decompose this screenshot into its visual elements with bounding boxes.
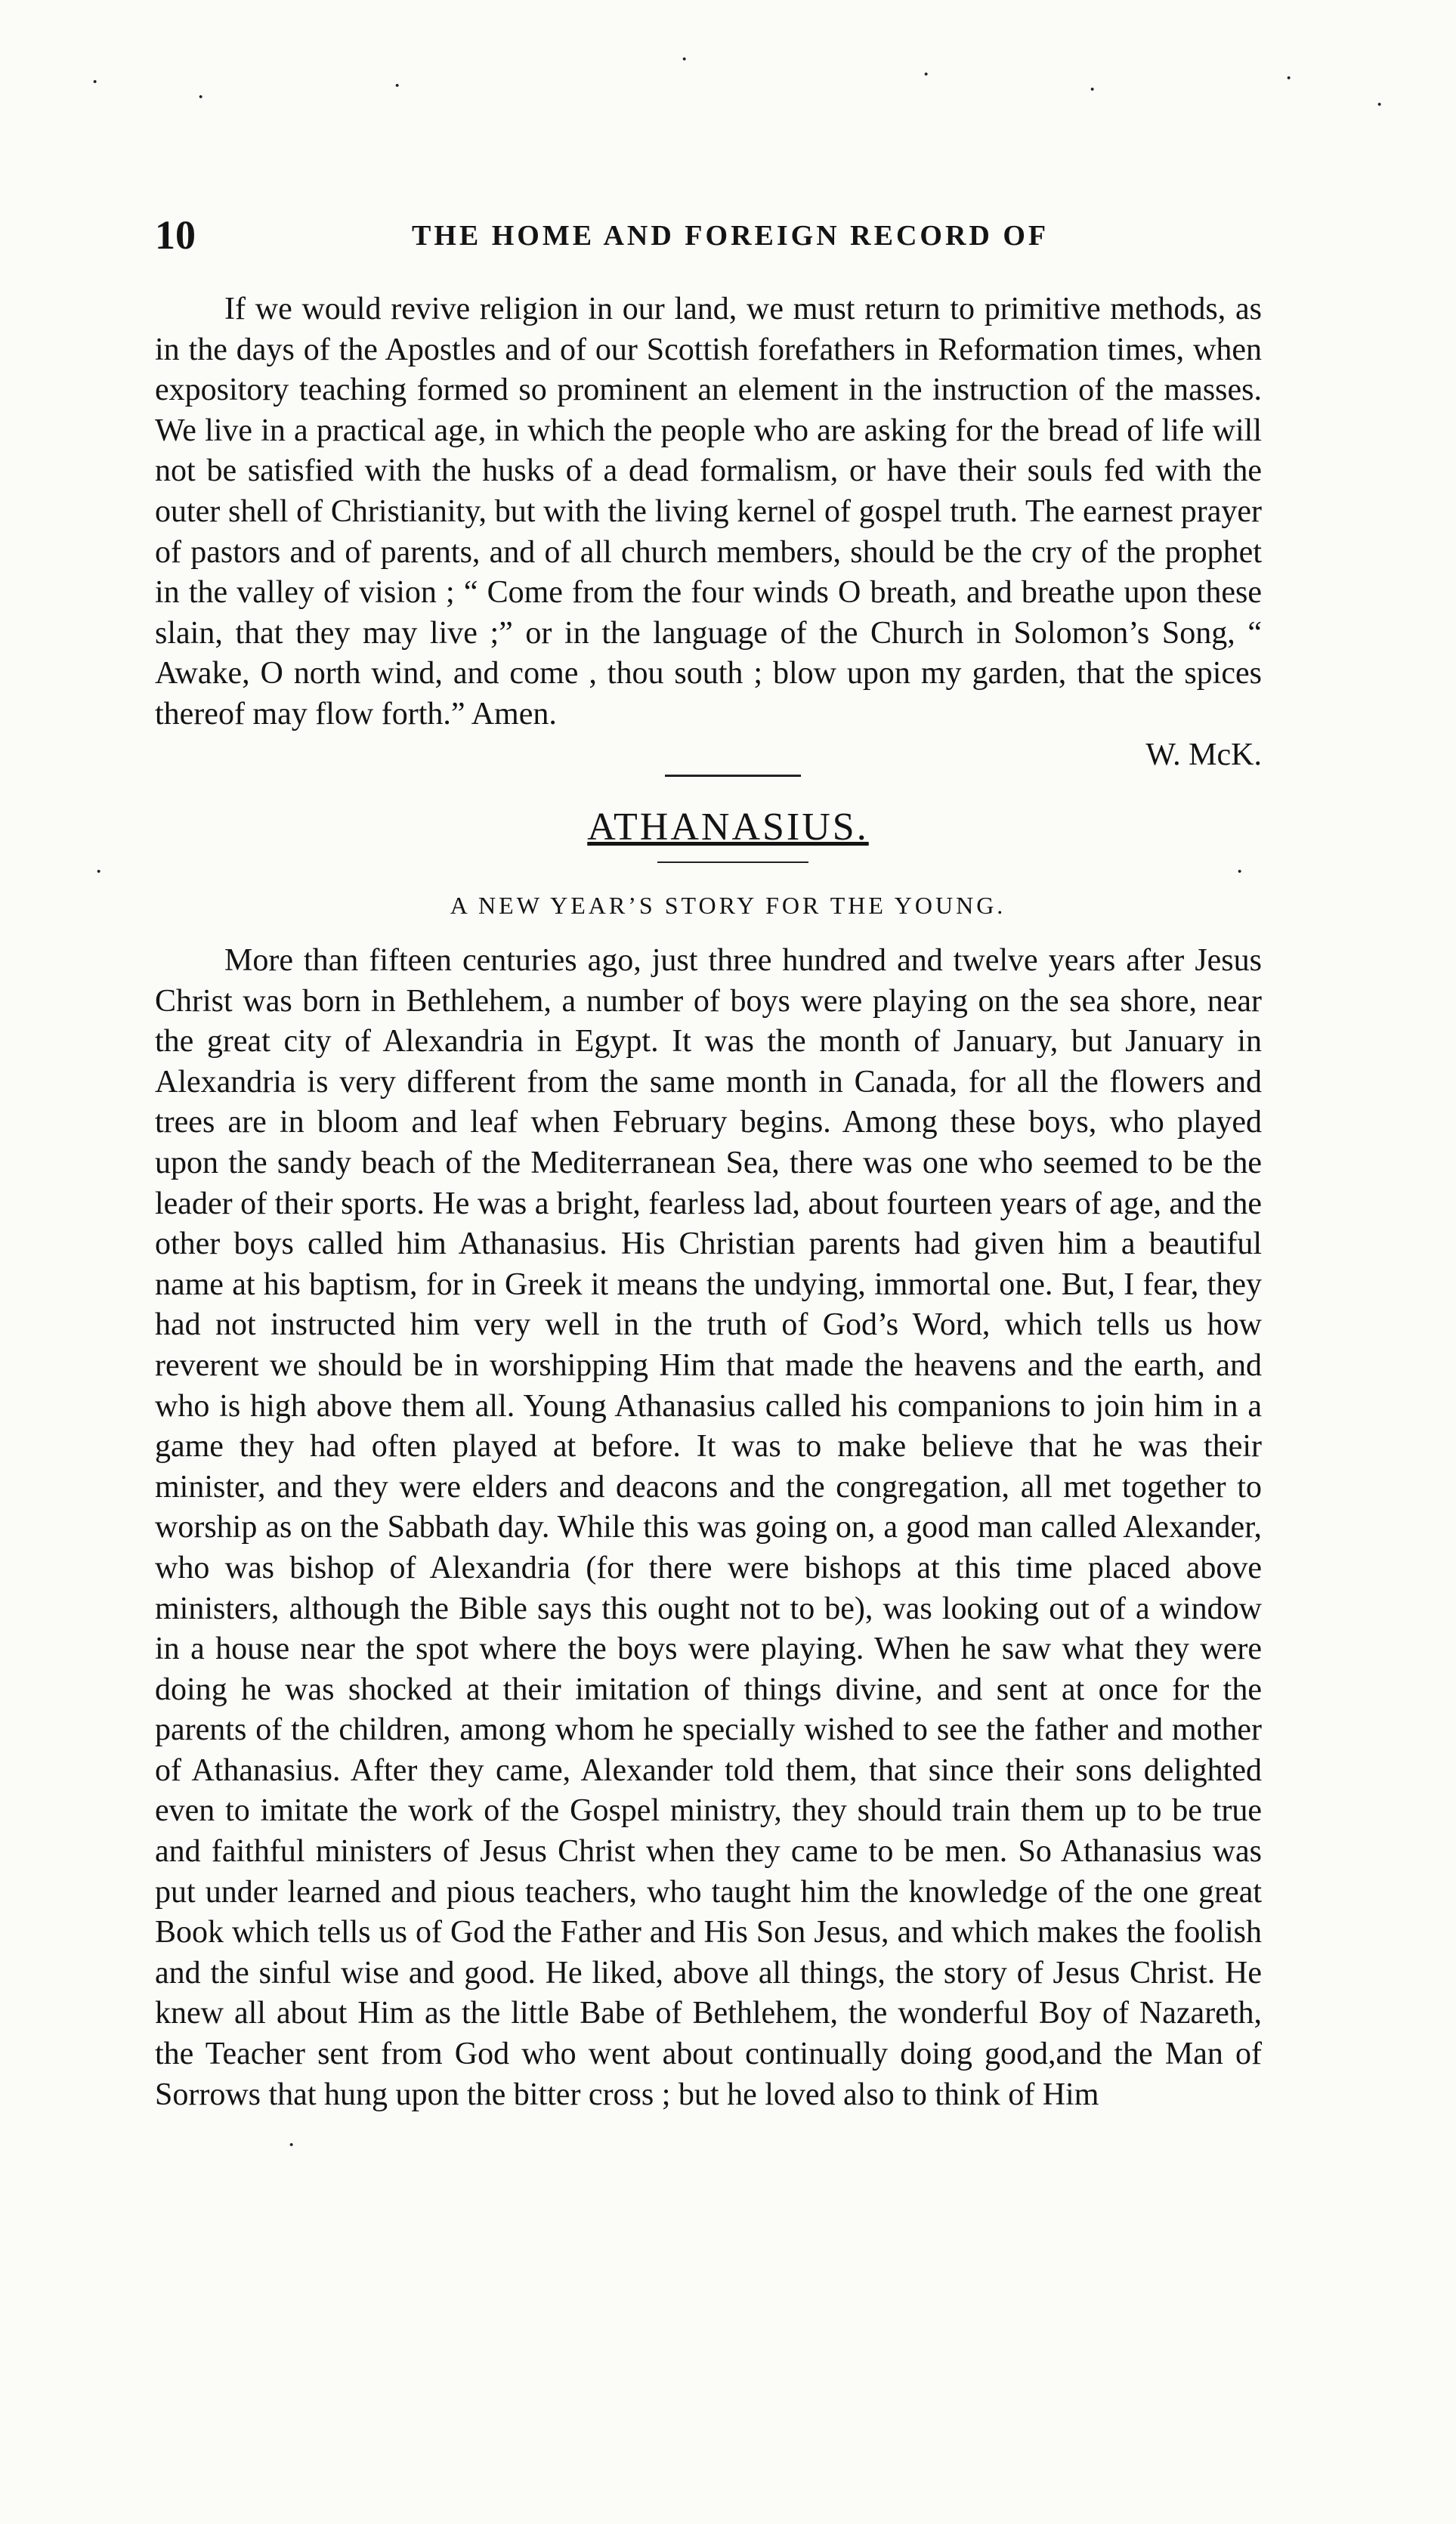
speck: · bbox=[1284, 64, 1294, 92]
author-signature: W. McK. bbox=[1145, 737, 1262, 772]
title-underline bbox=[657, 861, 808, 863]
closing-paragraph-block bbox=[155, 289, 1262, 775]
speck: · bbox=[1375, 91, 1384, 119]
page-top-specks bbox=[0, 0, 1456, 196]
signature-line bbox=[155, 735, 1262, 776]
margin-speck: · bbox=[94, 858, 104, 886]
article-body-block bbox=[155, 941, 1262, 2115]
page-number: 10 bbox=[155, 212, 196, 258]
article-subtitle: A NEW YEAR’S STORY FOR THE YOUNG. bbox=[450, 892, 1006, 919]
article-body: More than fifteen centuries ago, just three hundred and twelve years after Jesus Christ was born in Bethlehem, a number of boys were playing on the sea shore, near the great city of Alexandria in Egypt. It was the month of January, but January in Alexandria is very different from the same month in Canada, for all the flowers and trees are in bloom and leaf when February begins. Among these boys, who played upon the sandy beach of the Mediterranean Sea, there was one who seemed to be the leader of their sports. He was a bright, fearless lad, about fourteen years of age, and the other boys called him Athanasius. His Christian parents had given him a beautiful name at his baptism, for in Greek it means the undying, immortal one. But, I fear, they had not instructed him very well in the truth of God’s Word, which tells us how reverent we should be in worshipping Him that made the heavens and the earth, and who is high above them all. Young Athanasius called his companions to join him in a game they had often played at before. It was to make believe that he was their minister, and they were elders and deacons and the congregation, all met together to worship as on the Sabbath day. While this was going on, a good man called Alexander, who was bishop of Alexandria (for there were bishops at this time placed above ministers, although the Bible says this ought not to be), was looking out of a window in a house near the spot where the boys were playing. When he saw what they were doing he was shocked at their imitation of things divine, and sent at once for the parents of the children, among whom he specially wished to see the father and mother of Athanasius. After they came, Alexander told them, that since their sons delighted even to imitate the work of the Gospel ministry, they should train them up to be true and faithful ministers of Jesus Christ when they came to be men. So Athanasius was put under learned and pious teachers, who taught him the knowledge of the one great Book which tells us of God the Father and His Son Jesus, and which makes the foolish and the sinful wise and good. He liked, above all things, the story of Jesus Christ. He knew all about Him as the little Babe of Bethlehem, the wonderful Boy of Nazareth, the Teacher sent from God who went about continually doing good,and the Man of Sorrows that hung upon the bitter cross ; but he loved also to think of Him bbox=[155, 943, 1262, 2112]
margin-speck: · bbox=[1235, 858, 1244, 886]
margin-speck: · bbox=[287, 2131, 296, 2159]
article-title: ATHANASIUS. bbox=[587, 806, 869, 849]
speck: · bbox=[91, 68, 100, 96]
running-head: THE HOME AND FOREIGN RECORD OF bbox=[412, 220, 1049, 252]
page-header bbox=[155, 212, 1258, 257]
speck: · bbox=[393, 72, 402, 100]
speck: · bbox=[680, 45, 689, 73]
speck: · bbox=[922, 60, 931, 88]
speck: · bbox=[1088, 76, 1097, 104]
closing-paragraph: If we would revive religion in our land, we must return to primitive methods, as in the days of the Apostles and of our Scottish forefathers in Reformation times, when expository teaching formed so prominent an element in the instruction of the masses. We live in a practical age, in which the people who are asking for the bread of life will not be satisfied with the husks of a dead formalism, or have their souls fed with the outer shell of Christianity, but with the living kernel of gospel truth. The earnest prayer of pastors and of parents, and of all church members, should be the cry of the prophet in the valley of vision ; “ Come from the four winds O breath, and breathe upon these slain, that they may live ;” or in the language of the Church in Solomon’s Song, “ Awake, O north wind, and come , thou south ; blow upon my garden, that the spices thereof may flow forth.” Amen. bbox=[155, 292, 1262, 732]
speck: · bbox=[196, 83, 206, 111]
section-divider bbox=[665, 775, 801, 777]
